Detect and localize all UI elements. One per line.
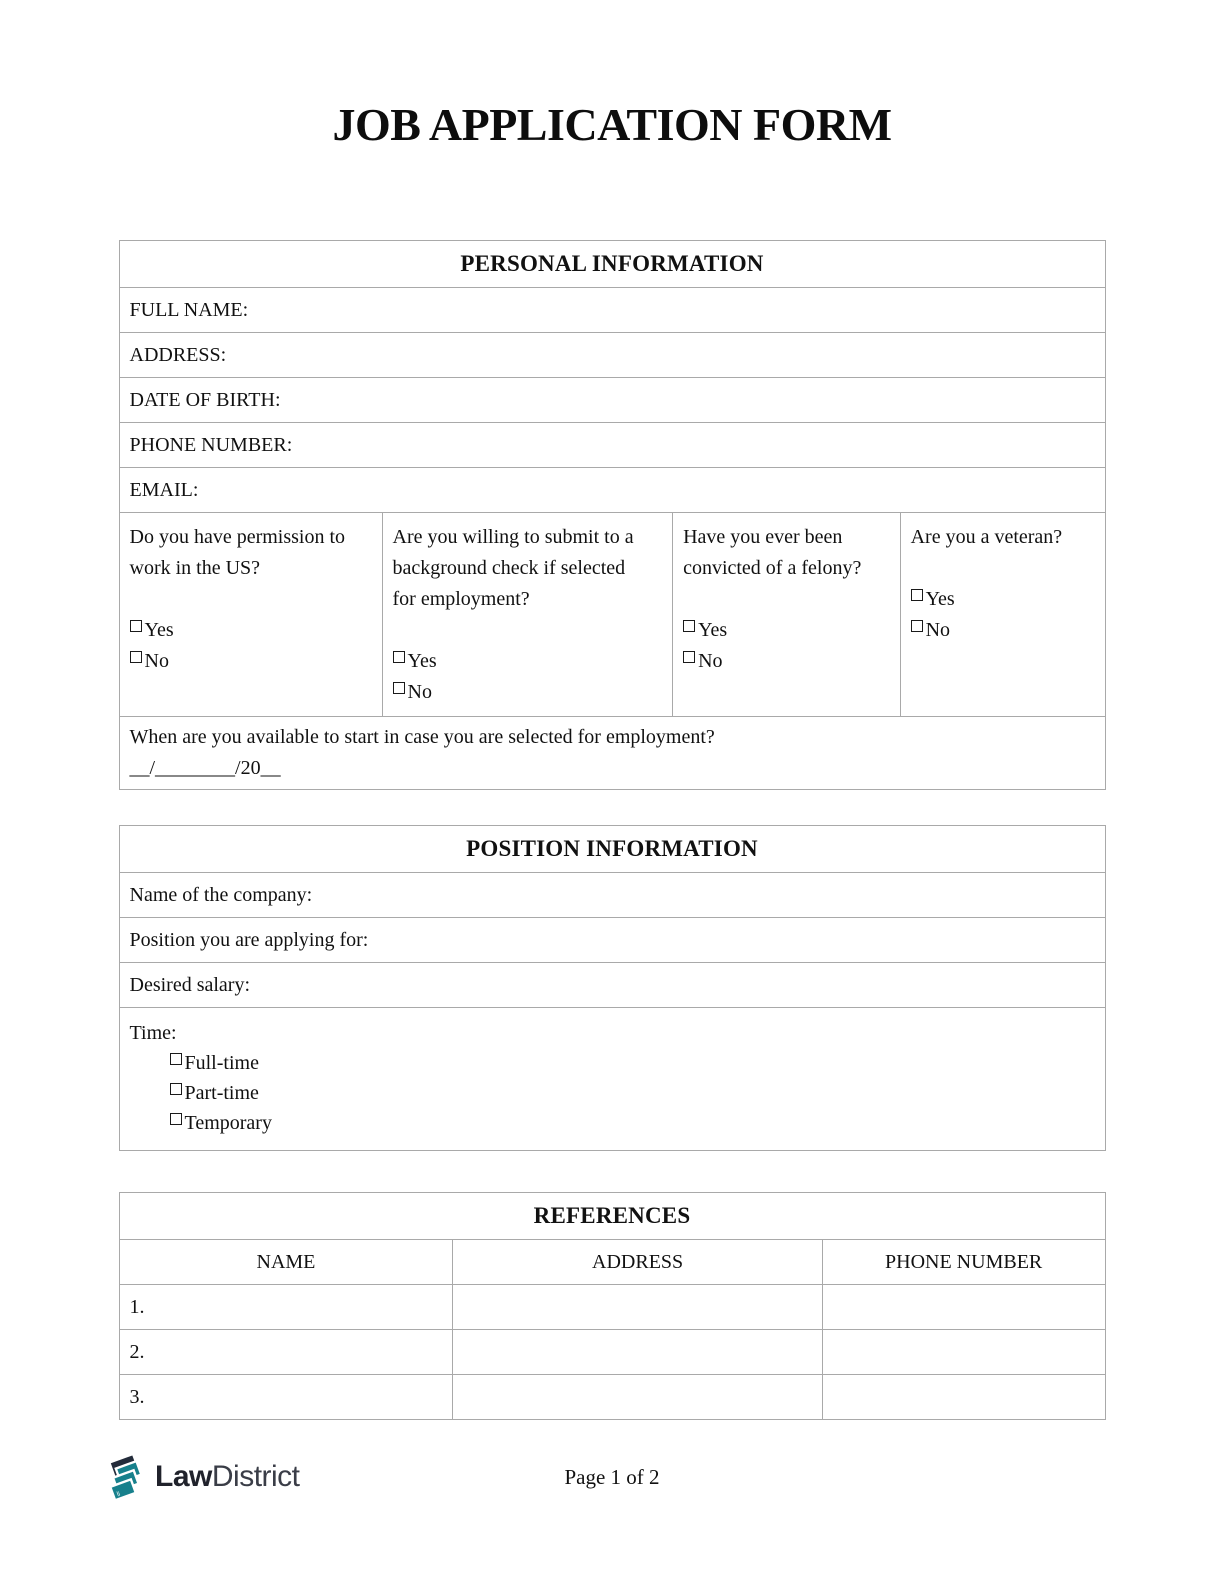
permission-yes-option [130, 615, 372, 646]
background-yes-label: Yes [407, 650, 437, 672]
question-veteran-text: Are you a veteran? [910, 526, 1063, 548]
document-title: JOB APPLICATION FORM [332, 99, 892, 150]
personal-information-header: PERSONAL INFORMATION [460, 251, 764, 276]
reference-row-3 [120, 1374, 1105, 1419]
veteran-yes-label: Yes [925, 588, 955, 610]
felony-yes-checkbox[interactable] [683, 620, 695, 632]
reference-1-phone-cell[interactable] [822, 1285, 1105, 1329]
phone-number-row [120, 422, 1105, 467]
full-time-label: Full-time [184, 1052, 259, 1074]
background-no-checkbox[interactable] [393, 682, 405, 694]
background-no-option [393, 677, 639, 708]
brand-district-text: District [211, 1460, 300, 1493]
svg-text:li: li [116, 1490, 122, 1499]
availability-question: When are you available to start in case you are selected for employment? [129, 726, 715, 748]
permission-yes-label: Yes [144, 619, 174, 641]
personal-information-section [119, 240, 1106, 790]
reference-2-name-cell[interactable] [120, 1330, 453, 1374]
brand-law-text: Law [155, 1460, 212, 1493]
address-label: ADDRESS: [129, 343, 227, 366]
reference-3-number: 3. [129, 1385, 145, 1408]
desired-salary-row [120, 962, 1105, 1007]
availability-row [120, 716, 1105, 789]
felony-no-checkbox[interactable] [683, 651, 695, 663]
desired-salary-label: Desired salary: [129, 973, 251, 996]
references-address-column-header: ADDRESS [452, 1240, 821, 1284]
spacer [130, 584, 372, 615]
time-label: Time: [129, 1022, 177, 1044]
permission-yes-checkbox[interactable] [130, 620, 142, 632]
question-background-check [382, 513, 673, 716]
references-section [119, 1192, 1106, 1420]
company-name-label: Name of the company: [129, 883, 313, 906]
company-name-fill-area[interactable] [312, 873, 1104, 917]
company-name-row [120, 872, 1105, 917]
veteran-no-option [911, 615, 1095, 646]
eligibility-questions-row [120, 512, 1105, 716]
position-information-header: POSITION INFORMATION [466, 836, 758, 861]
felony-yes-option [683, 615, 890, 646]
veteran-no-checkbox[interactable] [911, 620, 923, 632]
felony-no-label: No [698, 650, 723, 672]
question-permission-text: Do you have permission to work in the US? [129, 526, 346, 579]
phone-number-label: PHONE NUMBER: [129, 433, 293, 456]
date-of-birth-label: DATE OF BIRTH: [129, 388, 281, 411]
date-of-birth-fill-area[interactable] [281, 378, 1105, 422]
phone-number-fill-area[interactable] [292, 423, 1104, 467]
reference-row-2 [120, 1329, 1105, 1374]
background-yes-option [393, 646, 639, 677]
part-time-label: Part-time [184, 1082, 259, 1104]
reference-2-address-cell[interactable] [452, 1330, 821, 1374]
references-name-column-header: NAME [256, 1250, 316, 1273]
spacer [393, 615, 639, 646]
felony-no-option [683, 646, 890, 677]
email-fill-area[interactable] [198, 468, 1104, 512]
availability-date-blank[interactable]: __/________/20__ [129, 757, 281, 779]
reference-1-address-cell[interactable] [452, 1285, 821, 1329]
spacer [911, 553, 1095, 584]
full-time-checkbox[interactable] [170, 1053, 182, 1065]
permission-no-label: No [144, 650, 169, 672]
temporary-checkbox[interactable] [170, 1113, 182, 1125]
address-row [120, 332, 1105, 377]
reference-1-number: 1. [129, 1295, 145, 1318]
references-header: REFERENCES [533, 1203, 691, 1228]
veteran-yes-option [911, 584, 1095, 615]
question-veteran [900, 513, 1105, 716]
full-name-fill-area[interactable] [248, 288, 1104, 332]
references-column-header-row [120, 1239, 1105, 1284]
reference-row-1 [120, 1284, 1105, 1329]
page-number-indicator: Page 1 of 2 [564, 1465, 660, 1489]
reference-2-number: 2. [129, 1340, 145, 1363]
question-felony [672, 513, 900, 716]
position-applied-label: Position you are applying for: [129, 928, 369, 951]
temporary-option [130, 1108, 1095, 1138]
position-applied-row [120, 917, 1105, 962]
reference-1-name-cell[interactable] [120, 1285, 453, 1329]
reference-2-phone-cell[interactable] [822, 1330, 1105, 1374]
part-time-checkbox[interactable] [170, 1083, 182, 1095]
spacer [683, 584, 890, 615]
full-name-label: FULL NAME: [129, 298, 249, 321]
references-phone-column-header: PHONE NUMBER [822, 1240, 1105, 1284]
email-label: EMAIL: [129, 478, 199, 501]
position-applied-fill-area[interactable] [368, 918, 1104, 962]
full-time-option [130, 1048, 1095, 1078]
full-name-row [120, 287, 1105, 332]
page-footer [0, 1453, 1224, 1513]
question-felony-text: Have you ever been convicted of a felony? [683, 526, 862, 579]
question-permission-to-work [120, 513, 382, 716]
permission-no-checkbox[interactable] [130, 651, 142, 663]
part-time-option [130, 1078, 1095, 1108]
veteran-no-label: No [925, 619, 951, 641]
temporary-label: Temporary [184, 1112, 272, 1134]
email-row [120, 467, 1105, 512]
position-information-section [119, 825, 1106, 1151]
reference-3-phone-cell[interactable] [822, 1375, 1105, 1419]
permission-no-option [130, 646, 372, 677]
felony-yes-label: Yes [698, 619, 728, 641]
time-row [120, 1007, 1105, 1150]
desired-salary-fill-area[interactable] [250, 963, 1104, 1007]
address-fill-area[interactable] [226, 333, 1104, 377]
veteran-yes-checkbox[interactable] [911, 589, 923, 601]
date-of-birth-row [120, 377, 1105, 422]
background-yes-checkbox[interactable] [393, 651, 405, 663]
question-background-text: Are you willing to submit to a background check if selected for employment? [392, 526, 634, 610]
reference-3-name-cell[interactable] [120, 1375, 453, 1419]
background-no-label: No [407, 681, 432, 703]
reference-3-address-cell[interactable] [452, 1375, 821, 1419]
